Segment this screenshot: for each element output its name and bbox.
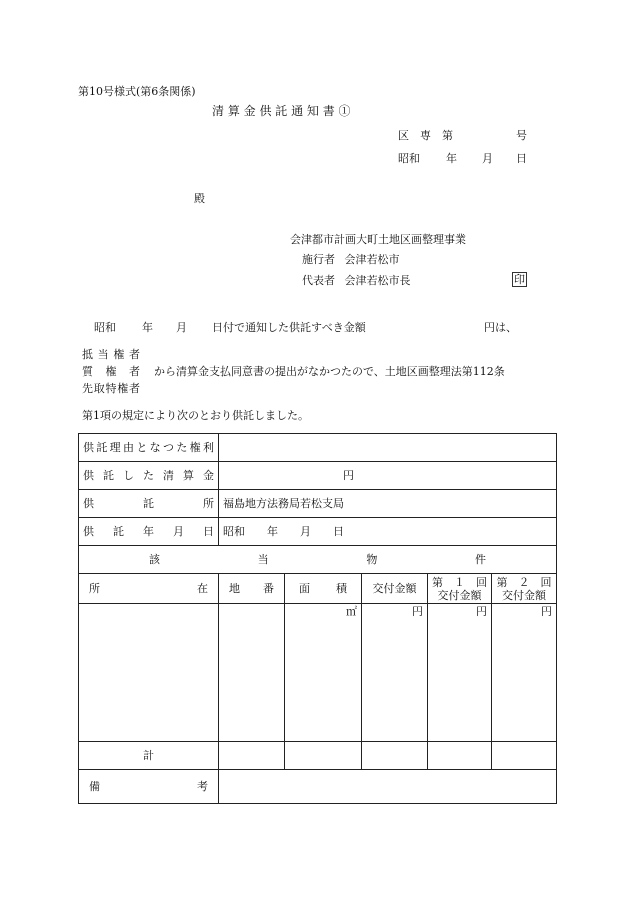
section-char: 件 xyxy=(475,553,487,566)
ref-sen: 専 xyxy=(420,129,431,142)
seal-box: 印 xyxy=(514,273,525,286)
form-number: 第10号様式(第6条関係) xyxy=(78,85,196,98)
executor-label: 施行者 xyxy=(302,253,335,266)
table-row xyxy=(79,518,557,546)
document-title: 清 算 金 供 託 通 知 書 ① xyxy=(212,104,351,118)
representative-value: 会津若松市長 xyxy=(344,274,411,287)
col-header-area: 面積 xyxy=(285,574,362,604)
holder-pledgee: 質 権 者 xyxy=(82,365,140,378)
notice-year: 年 xyxy=(142,321,153,334)
col-header-first-payment xyxy=(428,574,492,604)
first-payment-line1: 第 １ 回 xyxy=(432,575,487,589)
section-char: 当 xyxy=(257,553,269,566)
row-value-amount xyxy=(219,462,557,490)
project-name: 会津都市計画大町土地区画整理事業 xyxy=(290,233,466,246)
table-row xyxy=(79,434,557,462)
notice-day-text: 日付で通知した供託すべき金額 xyxy=(212,321,366,334)
table-row xyxy=(79,490,557,518)
holder-mortgagee: 抵当権者 xyxy=(82,348,140,361)
cell-first-payment: 円 xyxy=(428,604,492,742)
notice-era: 昭和 xyxy=(94,321,116,334)
section-char: 物 xyxy=(366,553,378,566)
cell-lot-number xyxy=(219,604,285,742)
cell-area: ㎡ xyxy=(285,604,362,742)
notice-yen-text: 円は、 xyxy=(484,321,517,334)
row-label-date: 供託年月日 xyxy=(79,518,219,546)
executor-value: 会津若松市 xyxy=(344,253,400,266)
notice-date-line xyxy=(94,321,534,335)
total-second xyxy=(492,742,557,770)
first-payment-line2: 交付金額 xyxy=(437,588,482,602)
ref-era: 昭和 xyxy=(398,152,420,165)
table-row xyxy=(79,462,557,490)
addressee-suffix: 殿 xyxy=(194,192,205,205)
row-value-date: 昭和 年 月 日 xyxy=(219,518,557,546)
cell-location xyxy=(79,604,219,742)
total-label: 計 xyxy=(79,742,219,770)
col-header-payment: 交付金額 xyxy=(362,574,428,604)
ref-dai: 第 xyxy=(442,129,453,142)
seal-mark xyxy=(512,273,527,287)
section-char: 該 xyxy=(149,553,160,566)
ref-date-line xyxy=(398,152,528,166)
table-header-row xyxy=(79,574,557,604)
row-label-amount: 供託した清算金 xyxy=(79,462,219,490)
notice-month: 月 xyxy=(176,321,187,334)
table-remarks-row xyxy=(79,770,557,804)
amount-yen-unit: 円 xyxy=(343,469,354,482)
row-value-right xyxy=(219,434,557,462)
representative-line xyxy=(302,274,411,288)
ref-number-line xyxy=(398,129,528,143)
representative-label: 代表者 xyxy=(302,274,335,287)
col-header-lot-number: 地番 xyxy=(219,574,285,604)
remarks-value xyxy=(219,770,557,804)
row-label-office: 供託所 xyxy=(79,490,219,518)
cell-payment: 円 xyxy=(362,604,428,742)
second-payment-line1: 第 ２ 回 xyxy=(496,575,552,589)
executor-line xyxy=(302,253,400,267)
cell-second-payment: 円 xyxy=(492,604,557,742)
total-lot xyxy=(219,742,285,770)
ref-go: 号 xyxy=(516,129,527,142)
row-value-office: 福島地方法務局若松支局 xyxy=(219,490,557,518)
col-header-location: 所在 xyxy=(79,574,219,604)
table-total-row xyxy=(79,742,557,770)
body-closing-text: 第1項の規定により次のとおり供託しました。 xyxy=(82,409,309,422)
total-first xyxy=(428,742,492,770)
table-row xyxy=(79,546,557,574)
section-header-property xyxy=(79,546,557,574)
col-header-second-payment xyxy=(492,574,557,604)
body-middle-text: から清算金支払同意書の提出がなかつたので、土地区画整理法第112条 xyxy=(154,365,505,378)
ref-day: 日 xyxy=(516,152,527,165)
remarks-label: 備考 xyxy=(79,770,219,804)
ref-month: 月 xyxy=(482,152,493,165)
ref-year: 年 xyxy=(446,152,457,165)
second-payment-line2: 交付金額 xyxy=(502,588,546,602)
deposit-table xyxy=(78,433,557,804)
table-body-row xyxy=(79,604,557,742)
holder-preferential: 先取特権者 xyxy=(82,382,140,395)
total-area xyxy=(285,742,362,770)
ref-ward: 区 xyxy=(398,129,409,142)
row-label-right: 供託理由となつた権利 xyxy=(79,434,219,462)
total-payment xyxy=(362,742,428,770)
